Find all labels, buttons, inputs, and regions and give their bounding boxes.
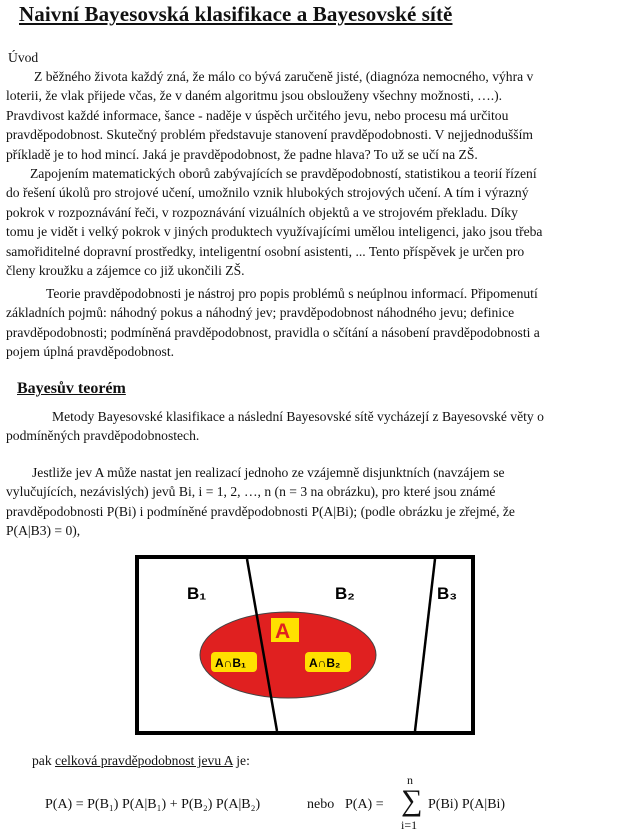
formula-right-lhs: P(A) =: [345, 797, 384, 812]
text-line: členy kroužku a zájemce co již ukončili ZŠ.: [6, 263, 245, 279]
formula-or: nebo: [307, 797, 335, 812]
text-line: tomu je vidět i velký pokrok v jiných produktech využívajícími umělou inteligenci, jako jsou třeba: [6, 224, 543, 240]
text-line: Pravdivost každé informace, šance - naděje v úspěch určitého jevu, nebo procesu má určitou: [6, 107, 509, 123]
text-line: Teorie pravděpodobnosti je nástroj pro popis problémů s neúplnou informací. Připomenutí: [46, 286, 538, 301]
text-line: podmíněných pravděpodobnostech.: [6, 428, 200, 444]
text-line: pravděpodobnosti; podmíněná pravděpodobnost, pravidla o sčítání a násobení pravděpodobnosti a: [6, 324, 540, 340]
label-a: A: [275, 620, 291, 643]
venn-diagram: [135, 555, 475, 735]
text-line: Z běžného života každý zná, že málo co bývá zaručeně jisté, (diagnóza nemocného, výhra v: [34, 69, 534, 84]
text-line: loterii, že vlak přijede včas, že v daném algoritmu jsou obslouženy všechny možnosti, ….).: [6, 88, 503, 104]
label-b3: B₃: [437, 584, 458, 603]
intro-heading: Úvod: [8, 50, 39, 65]
text-line: příkladě je to hod mincí. Jaká je pravděpodobnost, že padne hlava? To už se učí na ZŠ.: [6, 146, 478, 162]
text-line: pokrok v rozpoznávání řeči, v rozpoznávání vizuálních objektů a ve strojovém překladu. Díky: [6, 204, 518, 220]
formula-right-rhs: P(Bi) P(A|Bi): [428, 797, 506, 812]
section-heading-bayes: Bayesův teorém: [17, 380, 126, 397]
conclusion-prefix: pak: [32, 753, 56, 768]
conclusion-suffix: je:: [232, 753, 250, 768]
text-line: základních pojmů: náhodný pokus a náhodný jev; pravděpodobnost náhodného jevu; definice: [6, 305, 515, 321]
text-line: pravděpodobnost. Skutečný problém představuje stanovení pravděpodobnosti. V nejjednodušším: [6, 127, 533, 143]
text-line: Zapojením matematických oborů zabývajících se pravděpodobností, statistikou a teorií řízení: [30, 166, 537, 181]
intro-paragraph-3: [6, 284, 636, 362]
intro-paragraph-2: [6, 164, 636, 280]
conclusion-term: celková pravděpodobnost jevu A: [55, 753, 233, 768]
intro-paragraph-1: [6, 67, 636, 164]
text-line: samořiditelné dopravní prostředky, inteligentní osobní asistenti, ... Tento příspěvek je určen pro: [6, 243, 525, 259]
formula-left: P(A) = P(B₁) P(A|B₁) + P(B₂) P(A|B₂): [45, 797, 261, 812]
text-line: do řešení úkolů pro strojové učení, umožnilo vznik hlubokých strojových učení. A tím i výrazný: [6, 185, 529, 201]
text-line: vylučujících, nezávislých) jevů Bi, i = 1, 2, …, n (n = 3 na obrázku), pro které jsou známé: [6, 484, 496, 500]
text-line: Metody Bayesovské klasifikace a následní Bayesovské sítě vycházejí z Bayesovské věty o: [52, 409, 544, 424]
bayes-paragraph-1: [6, 407, 636, 446]
label-ab2: A∩B₂: [309, 656, 341, 670]
label-b2: B₂: [335, 584, 355, 603]
conclusion-line: [32, 751, 250, 770]
text-line: pojem úplná pravděpodobnost.: [6, 344, 175, 360]
sigma-lower-limit: i=1: [401, 818, 418, 832]
page-title: Naivní Bayesovská klasifikace a Bayesovské sítě: [19, 2, 453, 26]
sigma-symbol: ∑: [401, 784, 423, 817]
bayes-paragraph-2: [6, 463, 636, 541]
text-line: pravděpodobnosti P(Bi) i podmíněné pravděpodobnosti P(A|Bi); (podle obrázku je zřejmé, že: [6, 503, 515, 519]
label-ab1: A∩B₁: [215, 656, 246, 670]
label-b1: B₁: [187, 584, 207, 603]
sigma-upper-limit: n: [407, 773, 413, 787]
text-line: P(A|B3) = 0),: [6, 523, 81, 539]
text-line: Jestliže jev A může nastat jen realizací jednoho ze vzájemně disjunktních (navzájem se: [32, 465, 505, 480]
